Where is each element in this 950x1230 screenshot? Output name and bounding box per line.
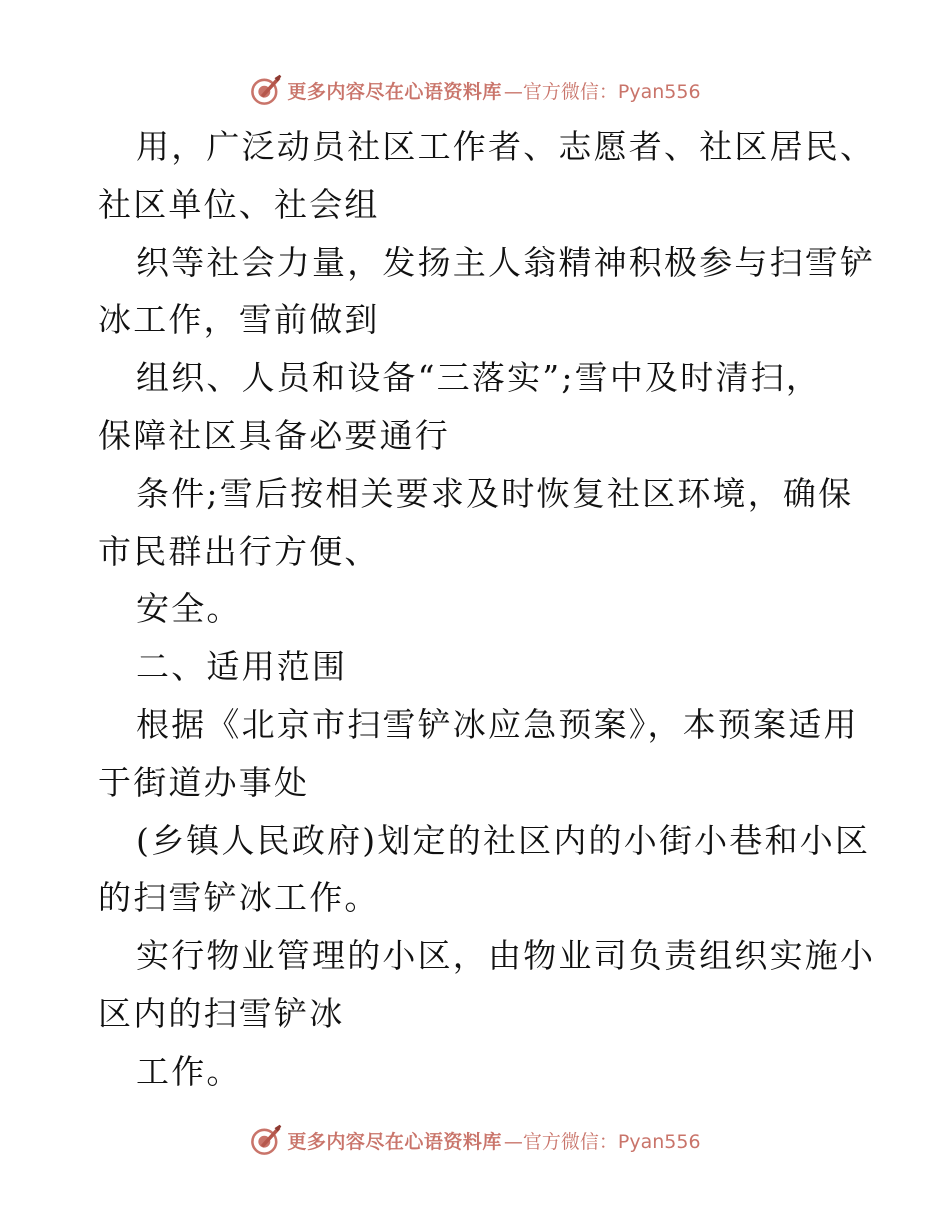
text-line: 条件;雪后按相关要求及时恢复社区环境，确保: [136, 473, 854, 513]
text-line: 保障社区具备必要通行: [98, 415, 450, 455]
footer-watermark: [0, 1120, 950, 1160]
text-line: 社区单位、社会组: [98, 184, 380, 224]
text-line: 组织、人员和设备“三落实”;雪中及时清扫，: [136, 358, 822, 398]
text-line: 工作。: [136, 1051, 242, 1091]
watermark-contact: —官方微信：Pyan556: [503, 1130, 701, 1153]
quill-pen-seal-icon: [249, 1123, 283, 1157]
text-line: 市民群出行方便、: [98, 531, 380, 571]
text-line: (乡镇人民政府)划定的社区内的小街小巷和小区: [136, 820, 871, 860]
quill-pen-seal-icon: [249, 73, 283, 107]
text-line: 于街道办事处: [98, 762, 310, 802]
watermark-text: 更多内容尽在心语资料库: [287, 1130, 502, 1153]
watermark-contact: —官方微信：Pyan556: [503, 80, 701, 103]
watermark-text: 更多内容尽在心语资料库: [287, 80, 502, 103]
header-watermark: [0, 70, 950, 110]
text-line: 用，广泛动员社区工作者、志愿者、社区居民、: [136, 127, 876, 166]
text-line: 根据《北京市扫雪铲冰应急预案》，本预案适用: [136, 704, 859, 744]
section-heading: 二、适用范围: [136, 647, 348, 687]
text-line: 织等社会力量，发扬主人翁精神积极参与扫雪铲: [136, 242, 876, 282]
text-line: 实行物业管理的小区，由物业司负责组织实施小: [136, 936, 876, 976]
text-line: 的扫雪铲冰工作。: [98, 878, 380, 918]
document-body: [98, 118, 876, 1101]
text-line: 安全。: [136, 589, 242, 629]
text-line: 区内的扫雪铲冰: [98, 993, 345, 1033]
text-line: 冰工作，雪前做到: [98, 300, 380, 340]
